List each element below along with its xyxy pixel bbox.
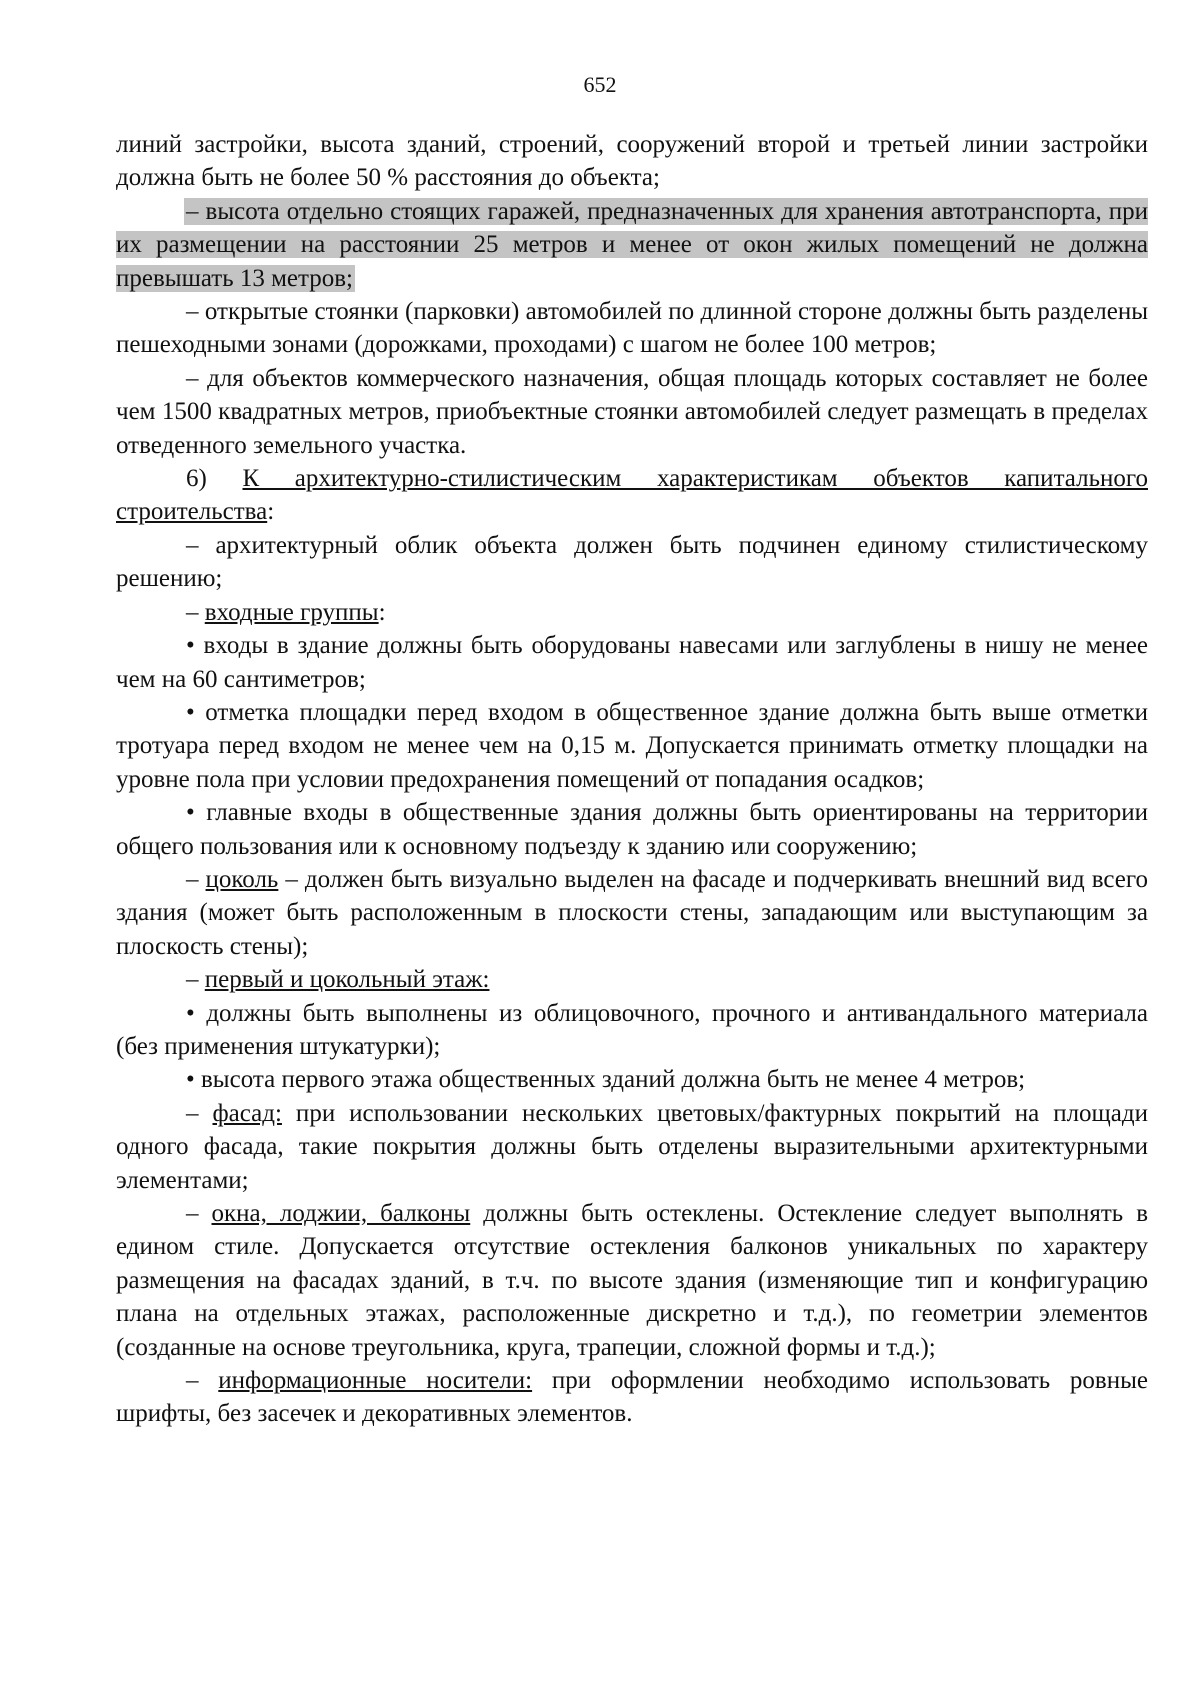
subsection-title: первый и цокольный этаж: (204, 966, 490, 994)
subsection-facade (116, 1097, 1148, 1197)
subsection-title: окна, лоджии, балконы (211, 1200, 471, 1227)
bullet-platform-level: • отметка площадки перед входом в общественное здание должна быть выше отметки тротуара перед входом не менее чем на 0,15 м. Допускается принимать отметку площадки на уровне пола при условии предохранения помещений от попадания осадков; (116, 698, 1148, 793)
dash: – (186, 1099, 213, 1127)
bullet-first-floor-height: • высота первого этажа общественных зданий должна быть не менее 4 метров; (186, 1066, 1026, 1094)
dash: – (186, 1200, 212, 1227)
subsection-entrance-groups (116, 596, 1148, 629)
paragraph-commercial-parking: – для объектов коммерческого назначения, общая площадь которых составляет не более чем 1500 квадратных метров, приобъектные стоянки автомобилей следует размещать в пределах отведенного земельного участка. (116, 364, 1148, 459)
subsection-plinth (116, 863, 1148, 963)
section-title: К архитектурно-стилистическим характеристикам объектов капитального строительства (116, 465, 1148, 526)
dash: – (186, 865, 206, 893)
subsection-windows-balconies (116, 1197, 1148, 1364)
subsection-information-carriers (116, 1364, 1148, 1431)
highlighted-text: – высота отдельно стоящих гаражей, предназначенных для хранения автотранспорта, при их размещении на расстоянии 25 метров и менее от окон жилых помещений не должна превышать 13 метров; (116, 197, 1148, 292)
subsection-title: входные группы (204, 598, 379, 626)
dash: – (186, 598, 205, 626)
subsection-text: – должен быть визуально выделен на фасаде и подчеркивать внешний вид всего здания (может быть расположенным в плоскости стены, западающим или выступающим за плоскость стены); (116, 865, 1149, 960)
section-colon: : (267, 498, 275, 526)
subsection-text: при оформлении необходимо использовать ровные шрифты, без засечек и декоративных элементов. (116, 1367, 1149, 1428)
bullet-entrances-canopies: • входы в здание должны быть оборудованы навесами или заглублены в нишу не менее чем на 60 сантиметров; (116, 632, 1148, 693)
bullet-main-entrances: • главные входы в общественные здания должны быть ориентированы на территории общего пользования или к основному подъезду к зданию или сооружению; (116, 799, 1148, 860)
paragraph-continuation: линий застройки, высота зданий, строений, сооружений второй и третьей линии застройки должна быть не более 50 % расстояния до объекта; (116, 131, 1148, 192)
subsection-text: должны быть остеклены. Остекление следует выполнять в едином стиле. Допускается отсутствие остекления балконов уникальных по характеру размещения на фасадах зданий, в т.ч. по высоте здания (изменяющие тип и конфигурацию плана на отдельных этажах, расположенные дискретно и т.д.), по геометрии элементов (созданные на основе треугольника, круга, трапеции, сложной формы и т.д.); (116, 1200, 1148, 1361)
section-number: 6) (186, 465, 243, 493)
document-body (116, 128, 1148, 1431)
dash: – (186, 966, 205, 994)
page-number: 652 (583, 72, 617, 97)
section-6-heading (116, 462, 1148, 529)
subsection-first-floor (116, 963, 1148, 996)
subsection-text: при использовании нескольких цветовых/фактурных покрытий на площади одного фасада, такие покрытия должны быть отделены выразительными архитектурными элементами; (116, 1099, 1148, 1194)
paragraph-garage-height (116, 195, 1148, 295)
dash: – (186, 1367, 219, 1395)
bullet-cladding-material: • должны быть выполнены из облицовочного, прочного и антивандального материала (без применения штукатурки); (116, 999, 1148, 1060)
subsection-title: информационные носители: (218, 1367, 533, 1395)
paragraph-architectural-appearance: – архитектурный облик объекта должен быть подчинен единому стилистическому решению; (116, 531, 1148, 593)
paragraph-open-parking: – открытые стоянки (парковки) автомобилей по длинной стороне должны быть разделены пешеходными зонами (дорожками, проходами) с шагом не более 100 метров; (116, 298, 1148, 359)
subsection-title: цоколь (205, 865, 279, 893)
subsection-title: фасад: (212, 1099, 282, 1127)
colon: : (378, 598, 386, 626)
